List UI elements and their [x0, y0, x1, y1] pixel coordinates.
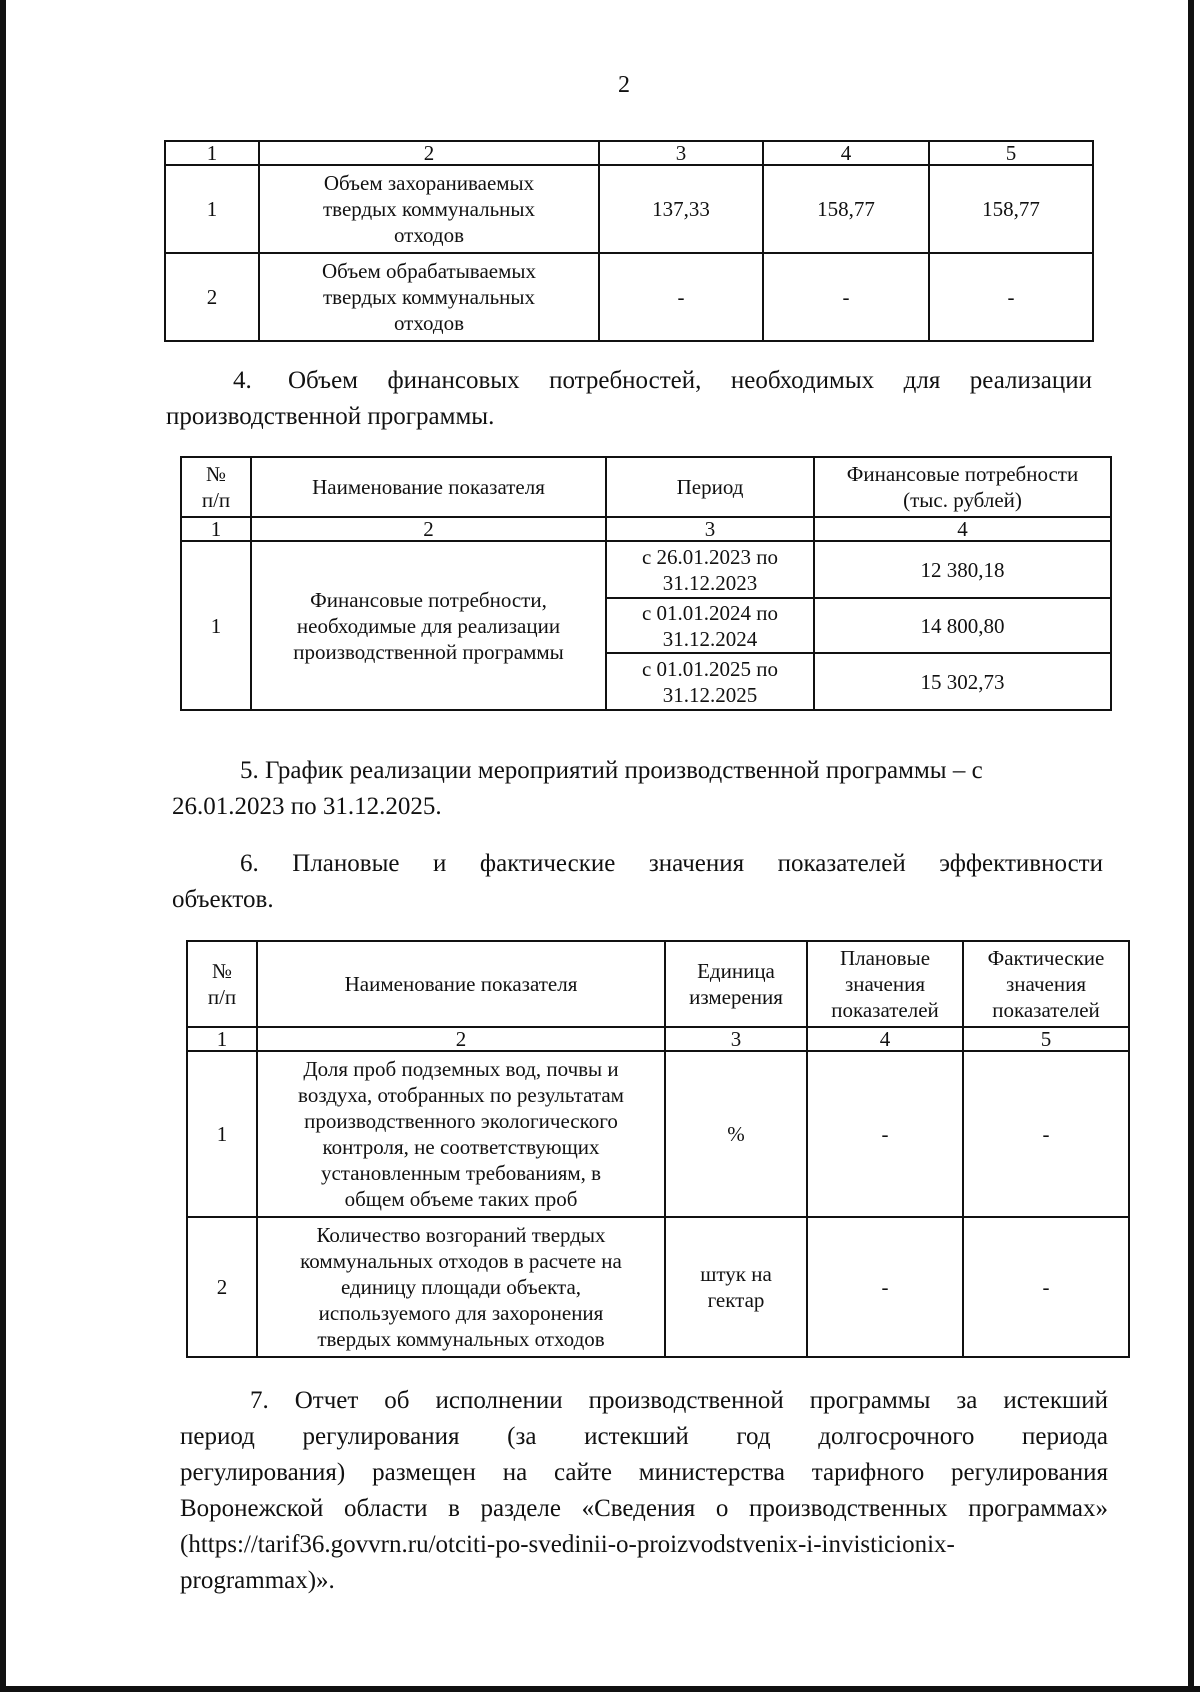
row-number: 1 — [181, 541, 251, 710]
index-cell: 3 — [599, 141, 763, 165]
period-cell: с 26.01.2023 по 31.12.2023 — [606, 541, 814, 598]
name-line: необходимые для реализации — [296, 613, 561, 638]
name-line: контроля, не соответствующих — [322, 1135, 600, 1159]
name-line: единицу площади объекта, — [340, 1275, 582, 1299]
name-line: твердых коммунальных отходов — [317, 1327, 605, 1351]
period-cell: с 01.01.2025 по 31.12.2025 — [606, 653, 814, 710]
finance-value: 12 380,18 — [814, 541, 1111, 598]
indicator-name — [259, 165, 599, 253]
name-line: отходов — [393, 223, 465, 247]
index-cell: 1 — [165, 141, 259, 165]
value-cell: 158,77 — [763, 165, 929, 253]
index-cell: 4 — [763, 141, 929, 165]
indicator-name — [257, 1217, 665, 1357]
header-fact: Фактические значения показателей — [963, 941, 1129, 1027]
section-5-line: 26.01.2023 по 31.12.2025. — [172, 793, 442, 820]
table-row — [165, 253, 1093, 341]
table-row — [181, 541, 1111, 598]
index-row — [181, 517, 1111, 541]
index-cell: 2 — [251, 517, 606, 541]
waste-volume-table — [164, 140, 1094, 342]
index-cell: 5 — [963, 1027, 1129, 1051]
section-4-number: 4. — [233, 367, 252, 394]
section-7-line: регулирования) размещен на сайте министерства тарифного регулирования — [180, 1459, 1108, 1486]
value-cell: - — [599, 253, 763, 341]
scan-border-left — [0, 0, 6, 1692]
section-7-line: 7. Отчет об исполнении производственной программы за истекший — [250, 1387, 1108, 1414]
indicator-name — [251, 541, 606, 710]
finance-value: 15 302,73 — [814, 653, 1111, 710]
page-number: 2 — [618, 72, 630, 98]
fact-value: - — [963, 1217, 1129, 1357]
scan-border-bottom — [0, 1686, 1200, 1692]
index-row — [165, 141, 1093, 165]
value-cell: - — [763, 253, 929, 341]
index-cell: 2 — [257, 1027, 665, 1051]
section-5-line: 5. График реализации мероприятий производственной программы – с — [240, 757, 983, 784]
value-cell: 137,33 — [599, 165, 763, 253]
index-cell: 2 — [259, 141, 599, 165]
section-6-line: объектов. — [172, 886, 274, 913]
row-number: 1 — [187, 1051, 257, 1217]
row-number: 2 — [187, 1217, 257, 1357]
index-cell: 3 — [665, 1027, 807, 1051]
table-row — [187, 1051, 1129, 1217]
scan-border-right — [1188, 0, 1194, 1692]
section-7-line: Воронежской области в разделе «Сведения о производственных программах» — [180, 1495, 1108, 1522]
name-line: Финансовые потребности, — [310, 587, 547, 612]
name-line: твердых коммунальных — [322, 285, 536, 309]
name-line: производственного экологического — [304, 1109, 618, 1133]
name-line: производственной программы — [293, 639, 564, 664]
name-line: используемого для захоронения — [318, 1301, 604, 1325]
header-name: Наименование показателя — [251, 457, 606, 517]
name-line: установленным требованиям, в — [320, 1161, 602, 1185]
header-no: № п/п — [181, 457, 251, 517]
plan-value: - — [807, 1217, 963, 1357]
plan-value: - — [807, 1051, 963, 1217]
section-4-line: Объем финансовых потребностей, необходимых для реализации — [288, 367, 1092, 394]
unit-cell: штук на гектар — [665, 1217, 807, 1357]
row-number: 2 — [165, 253, 259, 341]
table-row — [187, 1217, 1129, 1357]
section-6-paragraph — [172, 846, 1103, 918]
finance-value: 14 800,80 — [814, 598, 1111, 653]
name-line: коммунальных отходов в расчете на — [300, 1249, 622, 1273]
financial-needs-table — [180, 456, 1112, 711]
header-period: Период — [606, 457, 814, 517]
name-line: Объем обрабатываемых — [322, 259, 536, 283]
indicator-name — [259, 253, 599, 341]
name-line: воздуха, отобранных по результатам — [298, 1083, 624, 1107]
header-finance: Финансовые потребности (тыс. рублей) — [814, 457, 1111, 517]
section-7-line: (https://tarif36.govvrn.ru/otciti-po-svedinii-o-proizvodstvenix-i-invisticionix- — [180, 1531, 955, 1558]
index-cell: 4 — [814, 517, 1111, 541]
index-cell: 4 — [807, 1027, 963, 1051]
name-line: общем объеме таких проб — [344, 1187, 578, 1211]
fact-value: - — [963, 1051, 1129, 1217]
value-cell: - — [929, 253, 1093, 341]
table-row — [165, 165, 1093, 253]
section-7-line: programmax)». — [180, 1567, 335, 1594]
name-line: Объем захораниваемых — [323, 171, 535, 195]
row-number: 1 — [165, 165, 259, 253]
indicator-name — [257, 1051, 665, 1217]
period-cell: с 01.01.2024 по 31.12.2024 — [606, 598, 814, 653]
header-name: Наименование показателя — [257, 941, 665, 1027]
section-5-paragraph — [172, 753, 1086, 825]
index-cell: 3 — [606, 517, 814, 541]
section-7-line: период регулирования (за истекший год долгосрочного периода — [180, 1423, 1108, 1450]
header-row — [187, 941, 1129, 1027]
index-cell: 5 — [929, 141, 1093, 165]
section-4-paragraph — [166, 363, 1092, 435]
efficiency-indicators-table — [186, 940, 1130, 1358]
value-cell: 158,77 — [929, 165, 1093, 253]
index-cell: 1 — [181, 517, 251, 541]
section-7-paragraph — [180, 1383, 1108, 1599]
header-no: № п/п — [187, 941, 257, 1027]
header-row — [181, 457, 1111, 517]
name-line: Доля проб подземных вод, почвы и — [303, 1057, 619, 1081]
unit-cell: % — [665, 1051, 807, 1217]
index-cell: 1 — [187, 1027, 257, 1051]
header-unit: Единица измерения — [665, 941, 807, 1027]
section-6-line: 6. Плановые и фактические значения показателей эффективности — [240, 850, 1103, 877]
name-line: Количество возгораний твердых — [316, 1223, 606, 1247]
name-line: твердых коммунальных — [322, 197, 536, 221]
header-plan: Плановые значения показателей — [807, 941, 963, 1027]
name-line: отходов — [393, 311, 465, 335]
section-4-line: производственной программы. — [166, 403, 495, 430]
index-row — [187, 1027, 1129, 1051]
